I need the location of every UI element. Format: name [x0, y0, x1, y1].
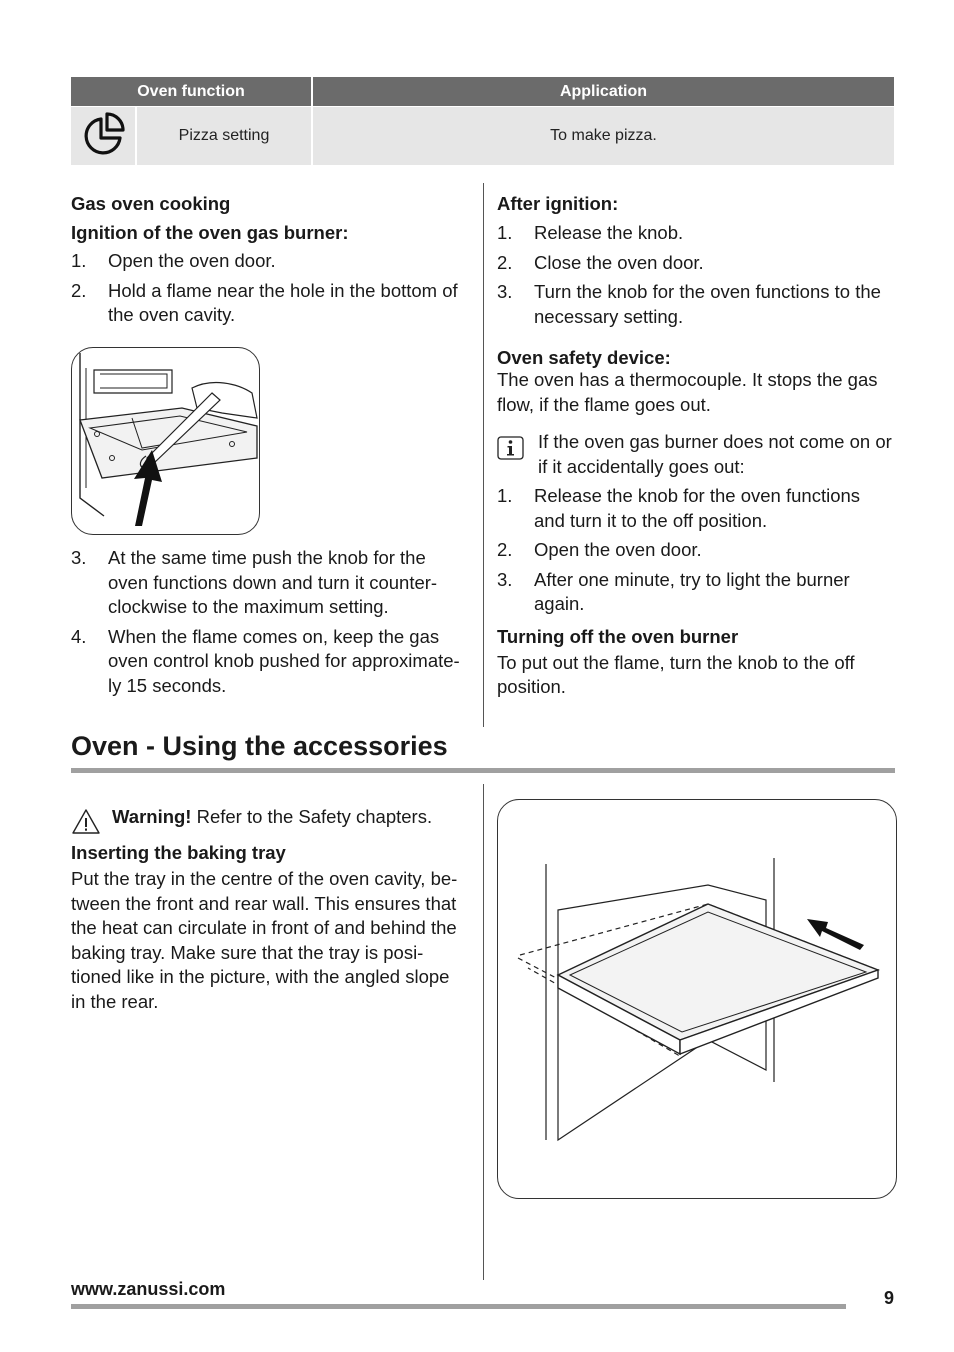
turning-off-heading: Turning off the oven burner	[497, 625, 739, 647]
left-column-continued	[71, 546, 466, 703]
table-cell-function: Pizza setting	[137, 107, 311, 165]
list-item: 1. Release the knob.	[497, 222, 684, 243]
list-item: 2. Close the oven door.	[497, 251, 704, 273]
column-divider	[483, 183, 484, 727]
ignition-steps-a	[71, 249, 466, 328]
info-note-text: If the oven gas burner does not come on or if it accidentally goes out:	[538, 431, 892, 477]
safety-device-heading: Oven safety device:	[497, 347, 671, 368]
list-item: 1. Open the oven door.	[71, 250, 276, 271]
baking-tray-heading: Inserting the baking tray	[71, 842, 286, 863]
table-header-application: Application	[313, 77, 894, 106]
safety-device-text: The oven has a thermocouple. It stops the gas flow, if the flame goes out.	[497, 369, 878, 415]
footer-rule	[71, 1304, 846, 1309]
left-column	[71, 189, 466, 333]
list-item: 3. Turn the knob for the oven functions to the necessary setting.	[497, 281, 881, 327]
section-rule	[71, 768, 895, 773]
warning-label: Warning!	[112, 806, 192, 827]
list-item: 2. Hold a flame near the hole in the bottom of the oven cavity.	[71, 279, 458, 325]
list-item: 1. Release the knob for the oven functions and turn it to the off position.	[497, 485, 861, 531]
after-ignition-steps	[497, 221, 892, 329]
accessories-left-column	[71, 804, 466, 1014]
footer-url: www.zanussi.com	[71, 1279, 226, 1299]
list-item: 3. At the same time push the knob for the oven functions down and turn it counter-clockwise to the maximum setting.	[71, 547, 438, 617]
list-item: 4. When the flame comes on, keep the gas oven control knob pushed for approximate-ly 15 seconds.	[71, 625, 460, 696]
section-title: Oven - Using the accessories	[71, 731, 448, 761]
burner-ignition-illustration	[71, 347, 260, 535]
warning-text: Refer to the Safety chapters.	[191, 806, 433, 827]
turning-off-text: To put out the flame, turn the knob to the off position.	[497, 651, 855, 697]
column-divider-lower	[483, 784, 484, 1280]
list-item: 2. Open the oven door.	[497, 539, 702, 560]
safety-steps	[497, 484, 892, 617]
page-number: 9	[884, 1288, 895, 1308]
table-cell-application: To make pizza.	[313, 107, 894, 165]
after-ignition-heading: After ignition:	[497, 193, 619, 214]
warning-icon	[71, 808, 101, 842]
baking-tray-illustration	[497, 799, 897, 1199]
ignition-steps-b	[71, 546, 466, 698]
list-item: 3. After one minute, try to light the burner again.	[497, 568, 850, 614]
info-icon	[497, 436, 524, 465]
baking-tray-text: Put the tray in the centre of the oven cavity, be-tween the front and rear wall. This ensures that the heat can circulate in front of and behind the baking tray. Make sure that the tray is posi-tioned like in the picture, with the angled slope in the rear.	[71, 868, 458, 1012]
ignition-heading: Ignition of the oven gas burner:	[71, 222, 349, 243]
right-column	[497, 189, 892, 700]
gas-oven-cooking-heading: Gas oven cooking	[71, 193, 231, 214]
warning-note	[71, 804, 466, 830]
table-header-oven-function: Oven function	[71, 77, 311, 106]
info-note	[497, 430, 892, 479]
pizza-setting-icon	[71, 107, 135, 165]
